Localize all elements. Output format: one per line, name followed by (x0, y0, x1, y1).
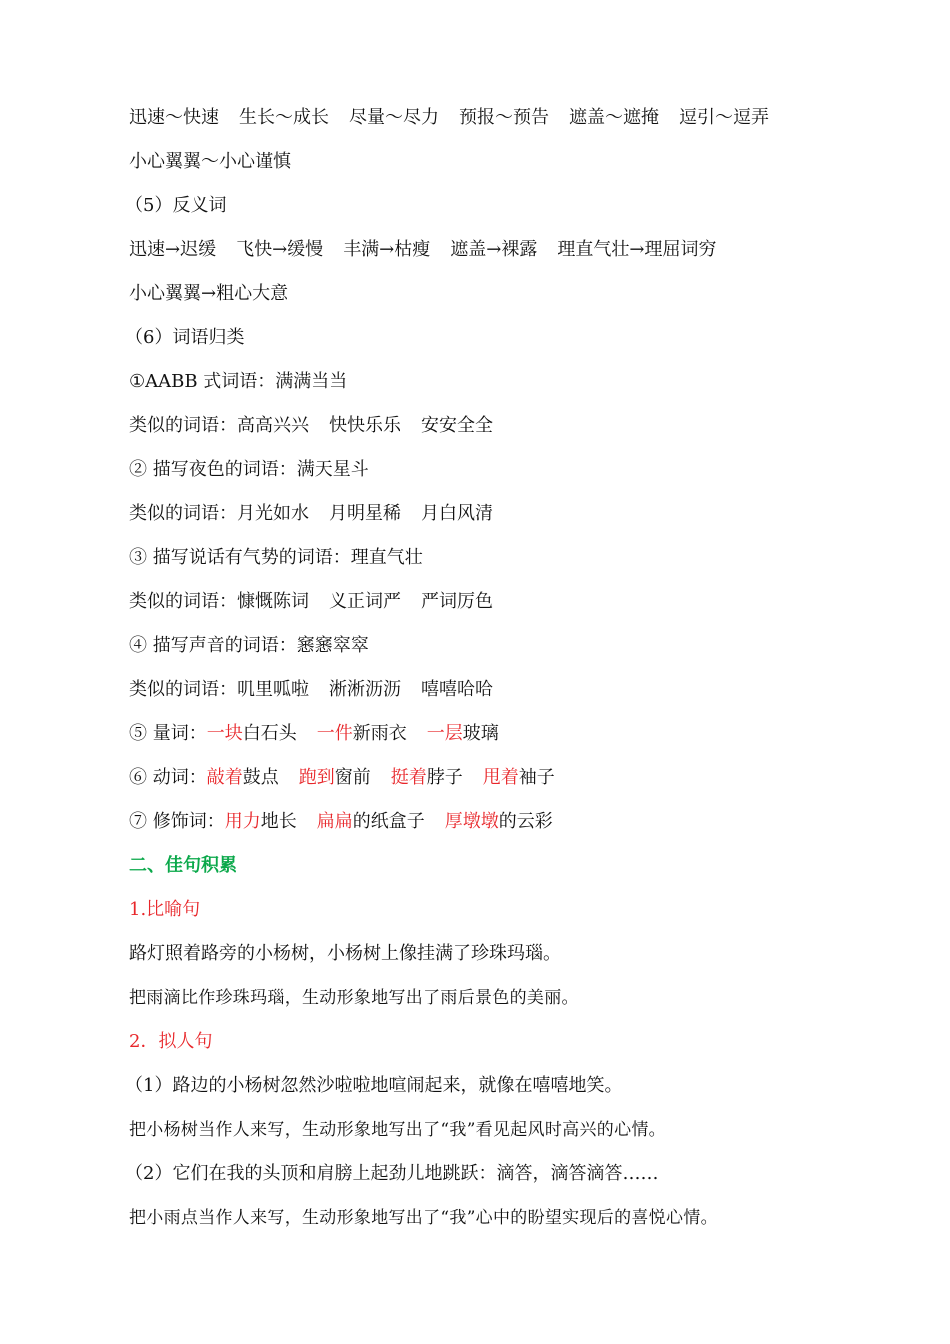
classify-heading: （6）词语归类 (125, 327, 245, 348)
verb-phrase (391, 762, 463, 794)
measure-words (129, 712, 849, 756)
similar-word: 快快乐乐 (329, 415, 401, 436)
synonym-pair: 遮盖～遮掩 (569, 107, 659, 128)
verb-words (129, 756, 849, 800)
highlight-word: 挺着 (390, 767, 427, 788)
personify-note-2: 把小雨点当作人来写，生动形象地写出了“我”心中的盼望实现后的喜悦心情。 (129, 1208, 718, 1228)
highlight-word: 厚墩墩 (444, 811, 499, 832)
phrase-rest: 脖子 (426, 767, 463, 788)
synonym-pair: 小心翼翼～小心谨慎 (129, 151, 291, 172)
highlight-word: 扁扁 (316, 811, 353, 832)
verb-phrase (299, 762, 371, 794)
measure-phrase (427, 718, 499, 750)
verb-phrase (483, 762, 555, 794)
antonym-heading: （5）反义词 (125, 195, 227, 216)
personify-note-1: 把小杨树当作人来写，生动形象地写出了“我”看见起风时高兴的心情。 (129, 1120, 666, 1140)
similar-word: 嘻嘻哈哈 (421, 679, 493, 700)
synonym-row-2 (129, 140, 849, 184)
phrase-rest: 鼓点 (242, 767, 279, 788)
simile-note: 把雨滴比作珍珠玛瑙，生动形象地写出了雨后景色的美丽。 (129, 988, 579, 1008)
sound-words: ④ 描写声音的词语：窸窸窣窣 (129, 635, 369, 656)
phrase-rest: 窗前 (334, 767, 371, 788)
modifier-phrase (445, 806, 553, 838)
modifier-phrase (225, 806, 297, 838)
night-similar (129, 492, 849, 536)
antonym-pair: 遮盖→裸露 (450, 239, 538, 260)
measure-prefix: ⑤ 量词： (129, 723, 207, 744)
similar-word: 类似的词语：慷慨陈词 (129, 591, 309, 612)
phrase-rest: 玻璃 (462, 723, 499, 744)
synonym-pair: 迅速～快速 (129, 107, 219, 128)
antonym-pair: 理直气壮→理屈词穷 (557, 239, 717, 260)
measure-phrase (207, 718, 297, 750)
similar-word: 类似的词语：高高兴兴 (129, 415, 309, 436)
antonym-row-2 (129, 272, 849, 316)
modifier-phrase (317, 806, 425, 838)
similar-word: 类似的词语：月光如水 (129, 503, 309, 524)
personify-sentence-2: （2）它们在我的头顶和肩膀上起劲儿地跳跃：滴答，滴答滴答…… (125, 1163, 659, 1184)
highlight-word: 一件 (316, 723, 353, 744)
highlight-word: 敲着 (206, 767, 243, 788)
synonym-row-1 (129, 96, 849, 140)
personify-sentence-1: （1）路边的小杨树忽然沙啦啦地喧闹起来，就像在嘻嘻地笑。 (125, 1075, 623, 1096)
highlight-word: 跑到 (298, 767, 335, 788)
similar-word: 严词厉色 (421, 591, 493, 612)
antonym-row-1 (129, 228, 849, 272)
antonym-pair: 小心翼翼→粗心大意 (129, 283, 289, 304)
speech-similar (129, 580, 849, 624)
phrase-rest: 地长 (260, 811, 297, 832)
phrase-rest: 的云彩 (498, 811, 553, 832)
simile-sentence: 路灯照着路旁的小杨树，小杨树上像挂满了珍珠玛瑙。 (129, 943, 561, 964)
phrase-rest: 白石头 (242, 723, 297, 744)
highlight-word: 甩着 (482, 767, 519, 788)
aabb-words: ①AABB 式词语：满满当当 (129, 371, 348, 392)
sound-similar (129, 668, 849, 712)
antonym-pair: 迅速→迟缓 (129, 239, 217, 260)
phrase-rest: 的纸盒子 (352, 811, 425, 832)
verb-phrase (207, 762, 279, 794)
similar-word: 义正词严 (329, 591, 401, 612)
section-heading: 二、佳句积累 (129, 855, 237, 876)
antonym-pair: 飞快→缓慢 (236, 239, 324, 260)
verb-prefix: ⑥ 动词： (129, 767, 207, 788)
personify-heading: 2．拟人句 (129, 1031, 213, 1052)
phrase-rest: 袖子 (518, 767, 555, 788)
synonym-pair: 生长～成长 (239, 107, 329, 128)
synonym-pair: 预报～预告 (459, 107, 549, 128)
aabb-similar (129, 404, 849, 448)
speech-words: ③ 描写说话有气势的词语：理直气壮 (129, 547, 423, 568)
simile-heading: 1.比喻句 (129, 899, 201, 920)
highlight-word: 用力 (224, 811, 261, 832)
similar-word: 类似的词语：叽里呱啦 (129, 679, 309, 700)
synonym-pair: 尽量～尽力 (349, 107, 439, 128)
synonym-pair: 逗引～逗弄 (679, 107, 769, 128)
similar-word: 月白风清 (421, 503, 493, 524)
modifier-words (129, 800, 849, 844)
phrase-rest: 新雨衣 (352, 723, 407, 744)
document-page (125, 96, 849, 1240)
highlight-word: 一层 (426, 723, 463, 744)
highlight-word: 一块 (206, 723, 243, 744)
similar-word: 月明星稀 (329, 503, 401, 524)
antonym-pair: 丰满→枯瘦 (343, 239, 431, 260)
similar-word: 淅淅沥沥 (329, 679, 401, 700)
modifier-prefix: ⑦ 修饰词： (129, 811, 225, 832)
similar-word: 安安全全 (421, 415, 493, 436)
night-words: ② 描写夜色的词语：满天星斗 (129, 459, 369, 480)
measure-phrase (317, 718, 407, 750)
